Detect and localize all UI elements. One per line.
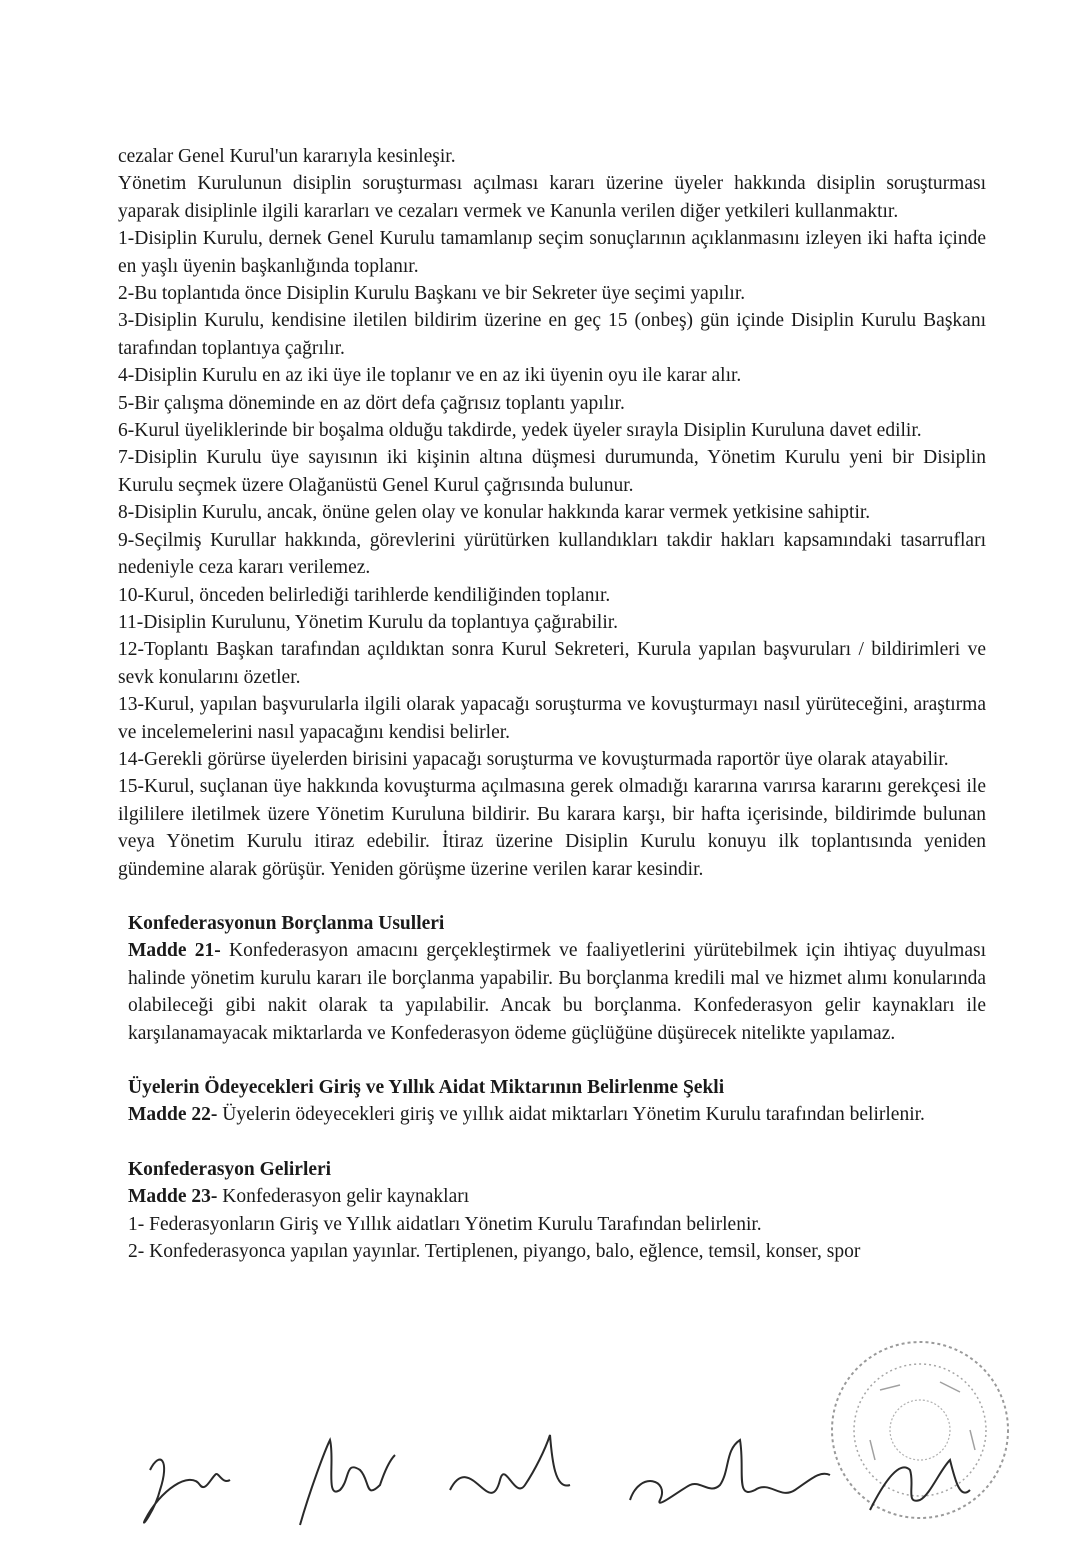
article-label: Madde 21-	[128, 940, 221, 962]
rule-item: 15-Kurul, suçlanan üye hakkında kovuşturma açılmasına gerek olmadığı kararına varırsa kararını gerekçesi ile ilgililere iletilmek üzere Yönetim Kuruluna bildirir. Bu karara karşı, bir hafta içerisinde, bildirimde bulunan veya Yönetim Kurulu itiraz edebilir. İtiraz üzerine Disiplin Kurulu konuyu ilk toplantısında yeniden gündemine alarak görüşür. Yeniden görüşme üzerine verilen karar kesindir.	[118, 776, 986, 880]
signature-2	[290, 1430, 410, 1540]
article-label: Madde 23-	[128, 1186, 218, 1208]
rule-item: 4-Disiplin Kurulu en az iki üye ile toplanır ve en az iki üyenin oyu ile karar alır.	[118, 365, 742, 387]
signature-1	[130, 1430, 240, 1540]
rule-item: 5-Bir çalışma döneminde en az dört defa çağrısız toplantı yapılır.	[118, 392, 625, 414]
signature-row	[120, 1430, 1000, 1540]
rule-item: 9-Seçilmiş Kurullar hakkında, görevlerini yürütürken kullandıkları takdir hakları kapsamındaki tasarrufları nedeniyle ceza kararı verilemez.	[118, 529, 986, 579]
income-item: 1- Federasyonların Giriş ve Yıllık aidatları Yönetim Kurulu Tarafından belirlenir.	[128, 1213, 762, 1235]
article-text: Konfederasyon gelir kaynakları	[222, 1186, 470, 1208]
article-21	[128, 937, 986, 1047]
signature-5	[860, 1430, 980, 1540]
signature-4	[620, 1430, 840, 1540]
document-page	[118, 143, 986, 1265]
income-item: 2- Konfederasyonca yapılan yayınlar. Tertiplenen, piyango, balo, eğlence, temsil, konser, spor	[128, 1241, 861, 1263]
section-title-dues: Üyelerin Ödeyecekleri Giriş ve Yıllık Aidat Miktarının Belirlenme Şekli	[128, 1077, 725, 1098]
rule-item: 10-Kurul, önceden belirlediği tarihlerde kendiliğinden toplanır.	[118, 584, 611, 606]
section-title-borrowing: Konfederasyonun Borçlanma Usulleri	[128, 912, 445, 934]
rule-item: 2-Bu toplantıda önce Disiplin Kurulu Başkanı ve bir Sekreter üye seçimi yapılır.	[118, 283, 746, 305]
rule-item: 14-Gerekli görürse üyelerden birisini yapacağı soruşturma ve kovuşturmada raportör üye olarak atayabilir.	[118, 748, 949, 770]
signature-3	[440, 1430, 580, 1540]
article-label: Madde 22-	[128, 1104, 218, 1126]
rule-item: 1-Disiplin Kurulu, dernek Genel Kurulu tamamlanıp seçim sonuçlarının açıklanmasını izleyen iki hafta içinde en yaşlı üyenin başkanlığında toplanır.	[118, 228, 986, 277]
section-title-income: Konfederasyon Gelirleri	[128, 1158, 332, 1180]
discipline-rules-list	[118, 225, 986, 883]
rule-item: 11-Disiplin Kurulunu, Yönetim Kurulu da toplantıya çağırabilir.	[118, 611, 619, 633]
rule-item: 12-Toplantı Başkan tarafından açıldıktan sonra Kurul Sekreteri, Kurula yapılan başvuruları / bildirimleri ve sevk konularını özetler.	[118, 639, 986, 688]
article-text: Konfederasyon amacını gerçekleştirmek ve faaliyetlerini yürütebilmek için ihtiyaç duyulması halinde yönetim kurulu kararı ile borçlanma yapabilir. Bu borçlanma kredili mal ve hizmet alımı konularında olabileceği gibi nakit olarak ta yapılabilir. Ancak bu borçlanma. Konfederasyon gelir kaynakları ile karşılanamayacak miktarlarda ve Konfederasyon ödeme güçlüğüne düşürecek nitelikte yapılamaz.	[128, 940, 987, 1044]
rule-item: 3-Disiplin Kurulu, kendisine iletilen bildirim üzerine en geç 15 (onbeş) gün içinde Disiplin Kurulu Başkanı tarafından toplantıya çağrılır.	[118, 310, 986, 359]
income-list	[128, 1211, 986, 1266]
rule-item: 6-Kurul üyeliklerinde bir boşalma olduğu takdirde, yedek üyeler sırayla Disiplin Kuruluna davet edilir.	[118, 420, 922, 442]
article-22	[128, 1101, 986, 1128]
intro-line-1: cezalar Genel Kurul'un kararıyla kesinleşir.	[118, 146, 456, 167]
article-23	[128, 1183, 986, 1210]
rule-item: 8-Disiplin Kurulu, ancak, önüne gelen olay ve konular hakkında karar vermek yetkisine sahiptir.	[118, 502, 871, 524]
article-text: Üyelerin ödeyecekleri giriş ve yıllık aidat miktarları Yönetim Kurulu tarafından belirlenir.	[222, 1104, 925, 1126]
rule-item: 13-Kurul, yapılan başvurularla ilgili olarak yapacağı soruşturma ve kovuşturmayı nasıl yürüteceğini, araştırma ve incelemelerini nasıl yapacağını kendisi belirler.	[118, 694, 986, 743]
rule-item: 7-Disiplin Kurulu üye sayısının iki kişinin altına düşmesi durumunda, Yönetim Kurulu yeni bir Disiplin Kurulu seçmek üzere Olağanüstü Genel Kurul çağrısında bulunur.	[118, 447, 986, 496]
intro-paragraph: Yönetim Kurulunun disiplin soruşturması açılması kararı üzerine üyeler hakkında disiplin soruşturması yaparak disiplinle ilgili kararları ve cezaları vermek ve Kanunla verilen diğer yetkileri kullanmaktır.	[118, 173, 986, 222]
